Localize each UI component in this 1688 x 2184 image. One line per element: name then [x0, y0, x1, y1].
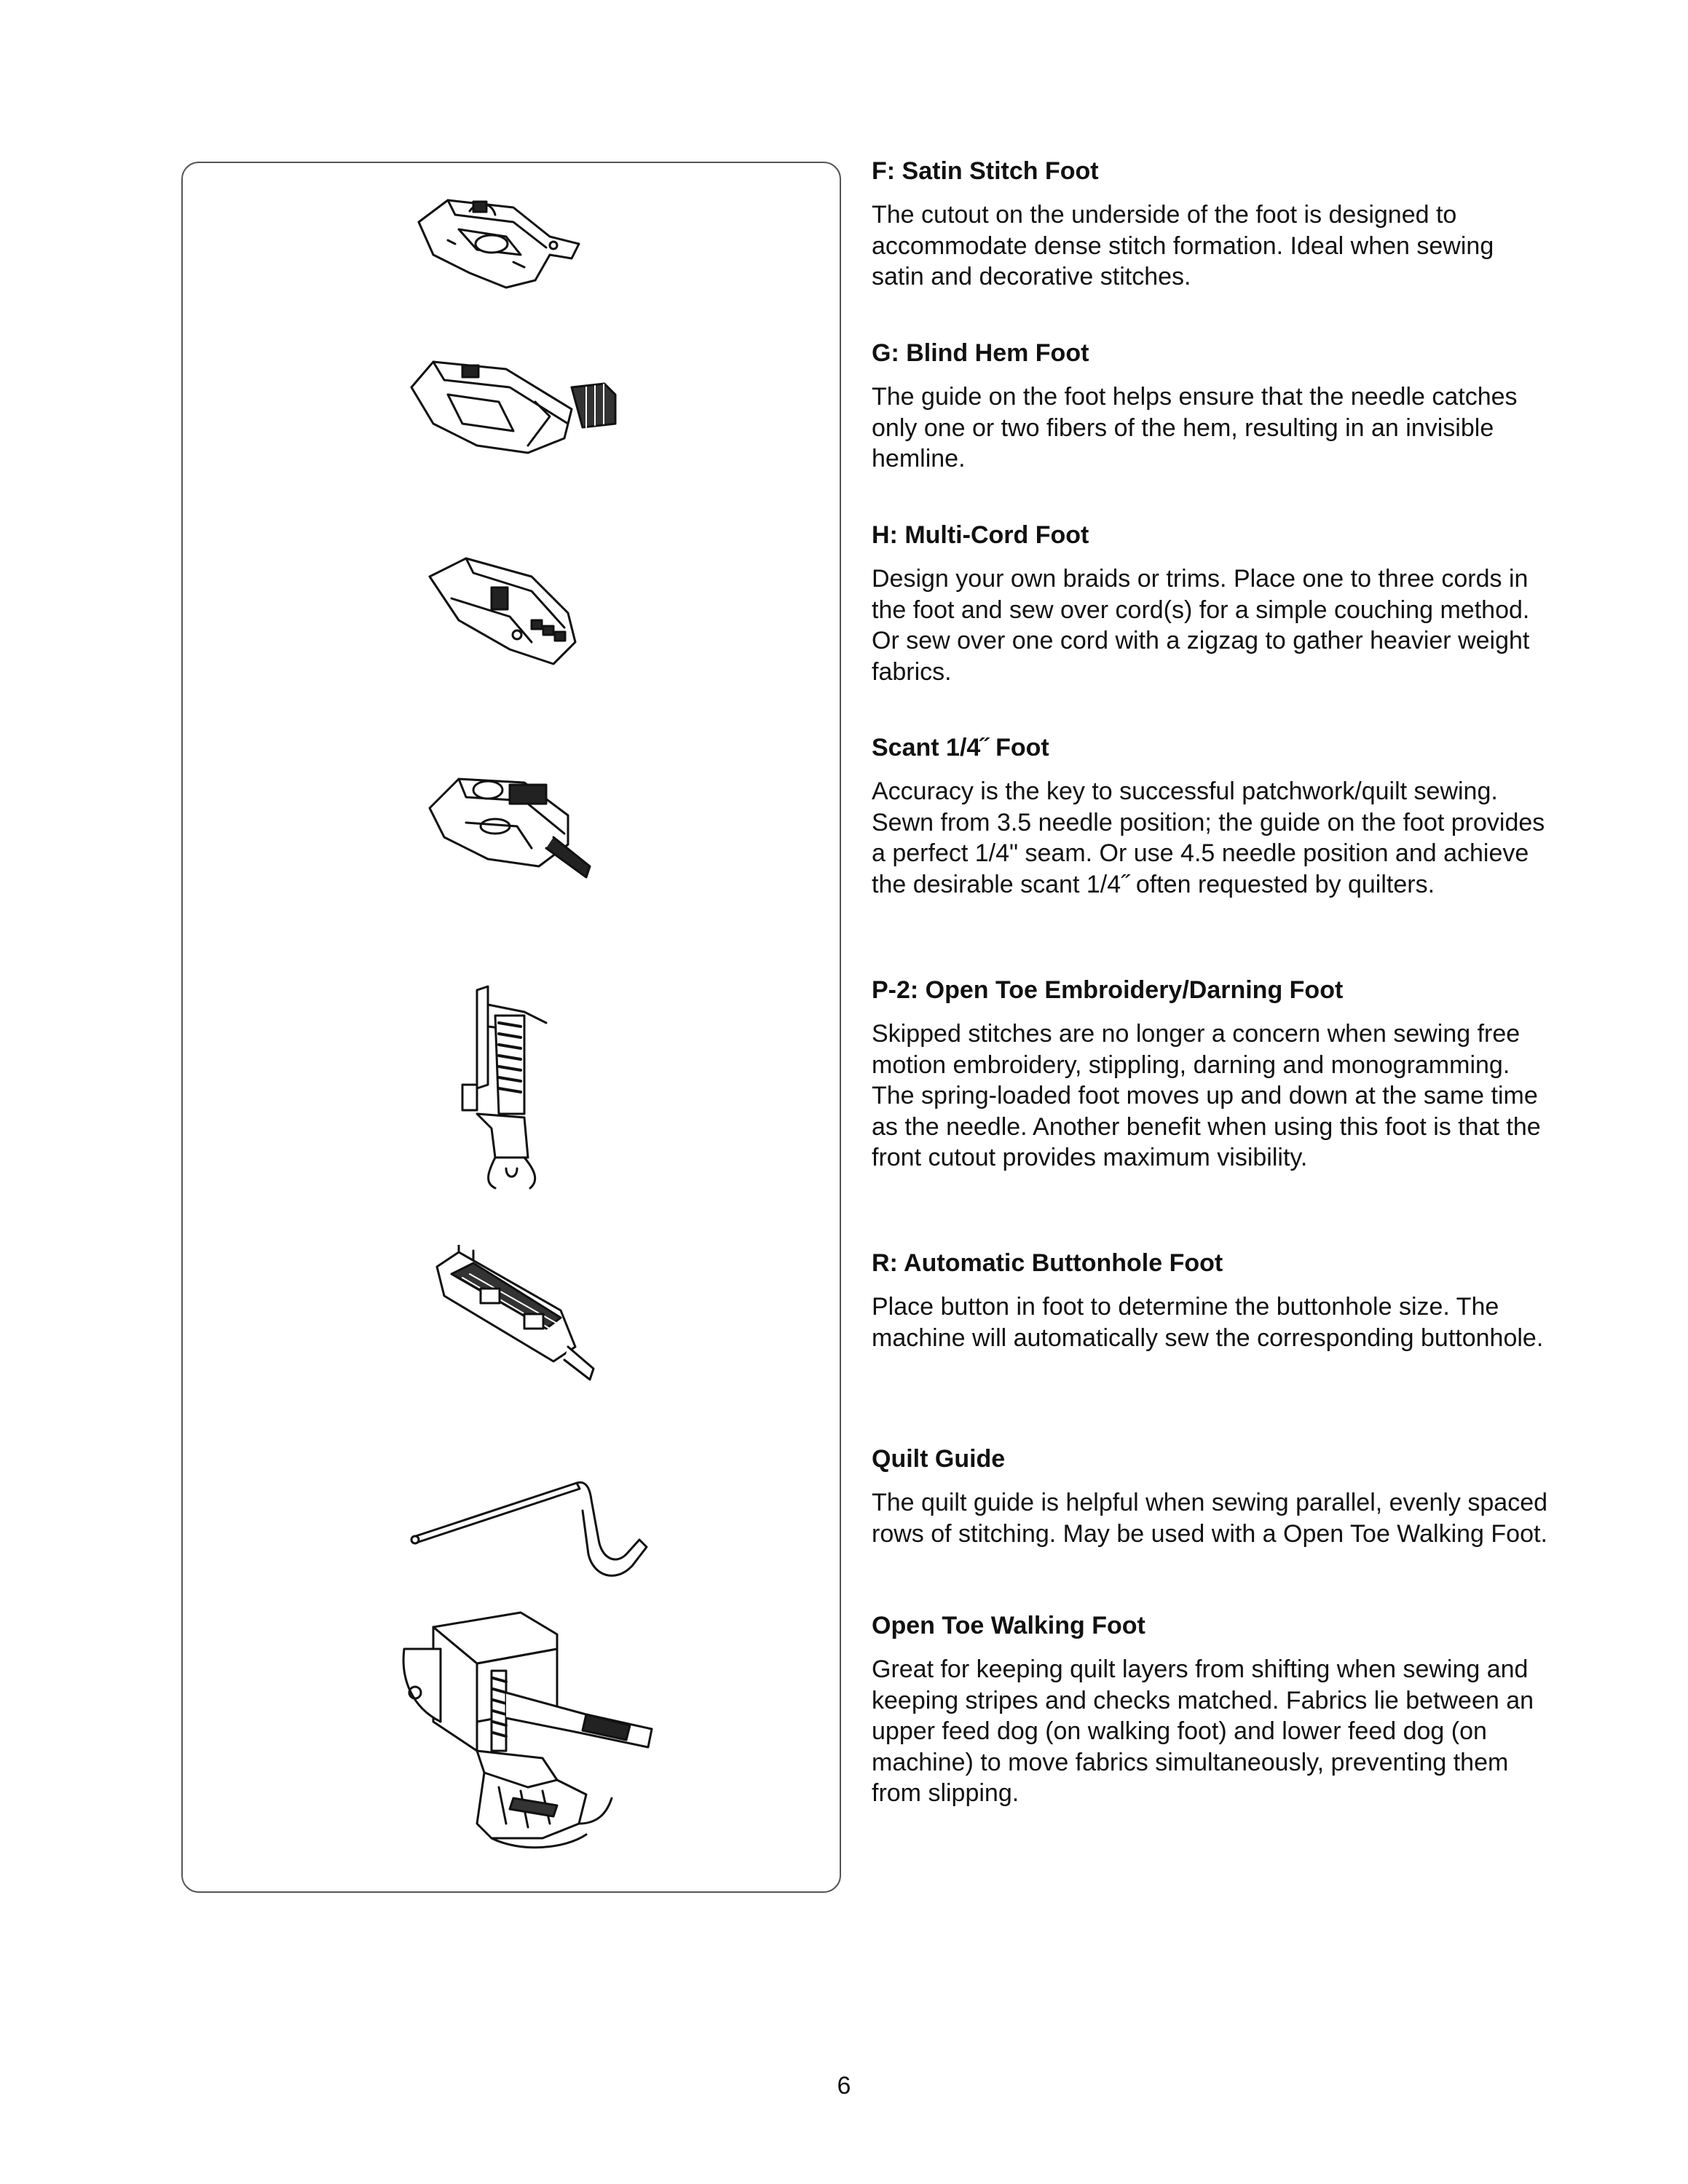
quilt-guide-icon: [408, 1467, 655, 1591]
entry-open-toe-walking-foot: [872, 1610, 1549, 1809]
entry-title: Quilt Guide: [872, 1445, 1006, 1473]
entry-blind-hem-foot: [872, 338, 1549, 475]
entry-open-toe-embroidery-foot: [872, 975, 1549, 1174]
entry-title: F: Satin Stitch Foot: [872, 157, 1099, 185]
entry-body: Skipped stitches are no longer a concern when sewing free motion embroidery, stippling, darning and monogramming. The spring-loaded foot moves up and down at the same time as the needle. Another benefit when using this foot is that the front cutout provides maximum visibility.: [872, 1020, 1541, 1171]
entry-title: H: Multi-Cord Foot: [872, 521, 1089, 549]
open-toe-embroidery-foot-icon: [444, 983, 561, 1194]
entry-title: Open Toe Walking Foot: [872, 1612, 1145, 1639]
entry-multi-cord-foot: [872, 520, 1549, 687]
entry-body: Place button in foot to determine the buttonhole size. The machine will automatically sew the corresponding buttonhole.: [872, 1293, 1544, 1352]
entry-body: The cutout on the underside of the foot is designed to accommodate dense stitch formation. Ideal when sewing satin and decorative stitches.: [872, 201, 1494, 290]
entry-body: The guide on the foot helps ensure that the needle catches only one or two fibers of the hem, resulting in an invisible hemline.: [872, 383, 1518, 472]
entry-automatic-buttonhole-foot: [872, 1248, 1549, 1353]
entry-scant-quarter-inch-foot: [872, 732, 1549, 900]
multi-cord-foot-icon: [422, 547, 583, 671]
blind-hem-foot-icon: [404, 344, 630, 460]
entry-satin-stitch-foot: [872, 156, 1549, 293]
entry-body: Accuracy is the key to successful patchwork/quilt sewing. Sewn from 3.5 needle position; the guide on the foot provides a perfect 1/4" seam. Or use 4.5 needle position and achieve the desirable scant 1/4˝ often requested by quilters.: [872, 778, 1545, 898]
open-toe-walking-foot-icon: [397, 1605, 674, 1853]
entry-title: R: Automatic Buttonhole Foot: [872, 1249, 1223, 1277]
entry-title: P-2: Open Toe Embroidery/Darning Foot: [872, 976, 1344, 1004]
entry-title: Scant 1/4˝ Foot: [872, 734, 1049, 761]
page-number: 6: [837, 2072, 851, 2100]
entry-body: Great for keeping quilt layers from shifting when sewing and keeping stripes and checks matched. Fabrics lie between an upper feed dog (on walking foot) and lower feed dog (on machine) to move fabrics simultaneously, preventing them from slipping.: [872, 1655, 1534, 1807]
entry-body: The quilt guide is helpful when sewing parallel, evenly spaced rows of stitching. May be used with a Open Toe Walking Foot.: [872, 1489, 1548, 1548]
scant-quarter-inch-foot-icon: [422, 764, 597, 888]
automatic-buttonhole-foot-icon: [430, 1245, 604, 1383]
entry-title: G: Blind Hem Foot: [872, 339, 1089, 367]
entry-body: Design your own braids or trims. Place one to three cords in the foot and sew over cord(s) for a simple couching method. Or sew over one cord with a zigzag to gather heavier weight fabrics.: [872, 565, 1530, 686]
satin-stitch-foot-icon: [404, 186, 586, 295]
entry-quilt-guide: [872, 1444, 1549, 1549]
